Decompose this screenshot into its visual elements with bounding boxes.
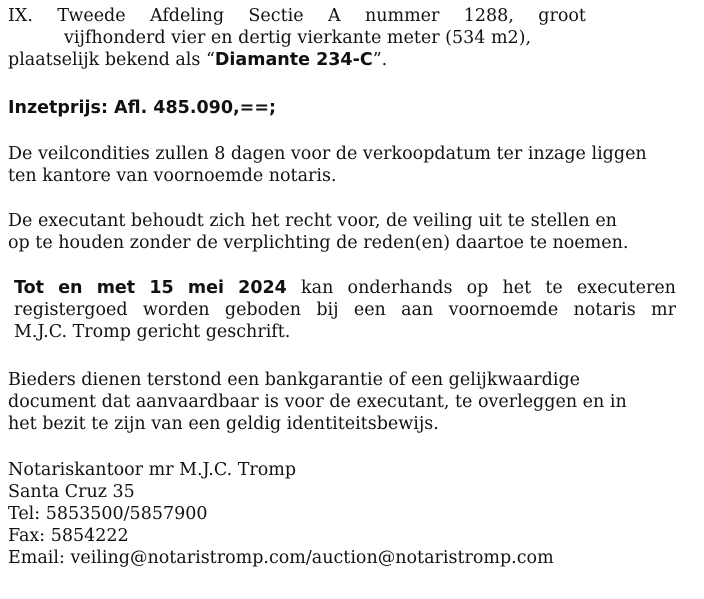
bid-deadline: Tot [14,278,45,298]
lot-line-1: IX. Tweede Afdeling Sectie A nummer 1288, groot [8,6,586,26]
office-tel: Tel: 5853500/5857900 [8,504,208,524]
office-fax: Fax: 5854222 [8,526,129,546]
lot-marker: IX. [8,6,33,26]
lot-line-3: plaatselijk bekend als “Diamante 234-C”. [8,50,388,70]
office-address: Santa Cruz 35 [8,482,135,502]
lot-description [8,5,696,71]
bidders-paragraph: Bieders dienen terstond een bankgarantie of een gelijkwaardige document dat aanvaardbaar is voor de executant, te overleggen en in het bezit te zijn van een geldig identiteitsbewijs. [8,370,627,434]
conditions-paragraph: De veilcondities zullen 8 dagen voor de verkoopdatum ter inzage liggen ten kantore van voornoemde notaris. [8,144,647,186]
reservation-paragraph: De executant behoudt zich het recht voor, de veiling uit te stellen en op te houden zonder de verplichting de reden(en) daartoe te noemen. [8,211,629,253]
office-email: Email: veiling@notaristromp.com/auction@notaristromp.com [8,548,554,568]
private-bids-paragraph [14,277,676,343]
private-bids-line-1: Tot en met 15 mei 2024 kan onderhands op het te executeren [14,278,676,298]
private-bids-line-2: registergoed worden geboden bij een aan voornoemde notaris mr [14,300,676,320]
lot-line-2: vijfhonderd vier en dertig vierkante meter (534 m2), [64,28,532,48]
contact-block [8,459,696,569]
property-name: Diamante 234-C [214,50,373,70]
office-name: Notariskantoor mr M.J.C. Tromp [8,460,297,480]
private-bids-line-3: M.J.C. Tromp gericht geschrift. [14,322,291,342]
reserve-price: Inzetprijs: Afl. 485.090,==; [8,98,276,118]
